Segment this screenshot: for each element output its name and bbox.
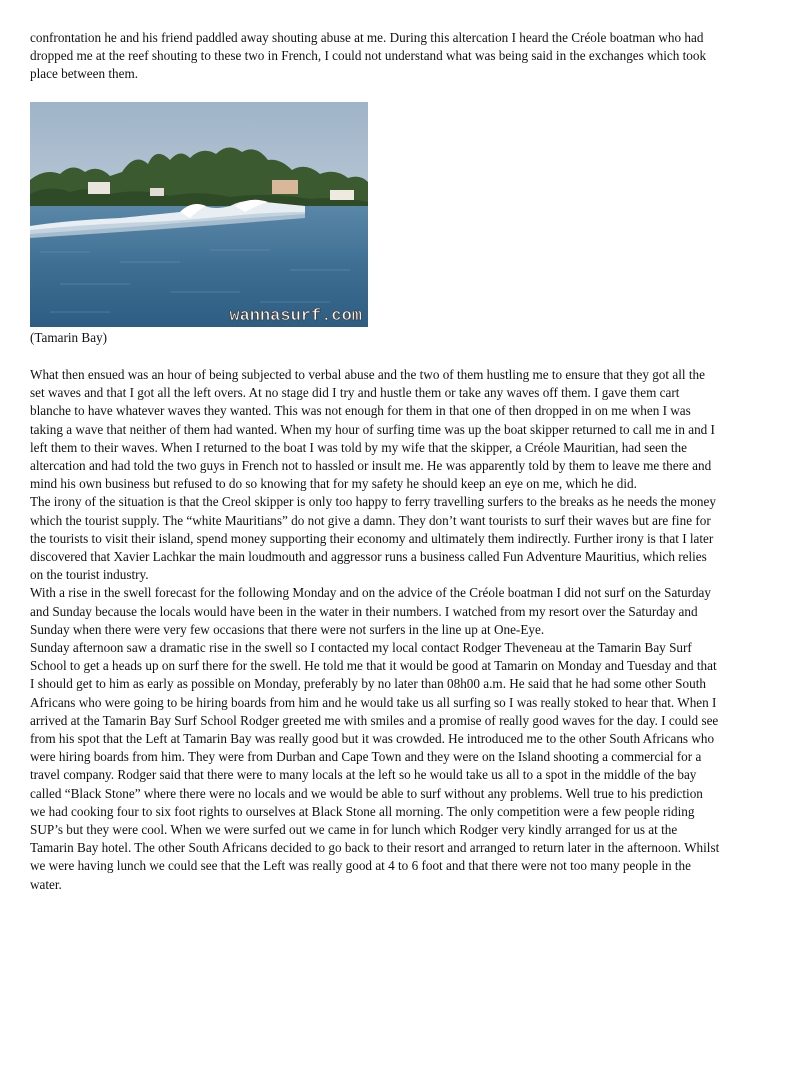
body-text bbox=[30, 366, 720, 894]
intro-text: confrontation he and his friend paddled away shouting abuse at me. During this altercation I heard the Créole boatman who had dropped me at the reef shouting to these two in French, I could not understand what was being said in the exchanges which took place between them. bbox=[30, 30, 707, 82]
paragraph: What then ensued was an hour of being subjected to verbal abuse and the two of them hustling me to ensure that they got all the set waves and that I got all the left overs. At no stage did I try and hustle them or take any waves off them. I gave them cart blanche to have whatever waves they wanted. This was not enough for them in that one of then dropped in on me when I was taking a wave that neither of them had wanted. When my hour of surfing time was up the boat skipper returned to call me in and I left them to their waves. When I returned to the boat I was told by my wife that the skipper, a Créole Mauritian, had seen the altercation and had told the two guys in French not to hassled or insult me. He was apparently told by them to leave me there and mind his own business but refused to do so knowing that for my safety he should keep an eye on me, which he did. bbox=[30, 367, 715, 492]
intro-paragraph bbox=[30, 29, 720, 84]
tamarin-bay-photo bbox=[30, 102, 368, 327]
photo-caption: (Tamarin Bay) bbox=[30, 330, 108, 345]
watermark-text: wannasurf.com bbox=[229, 307, 362, 326]
paragraph: The irony of the situation is that the Creol skipper is only too happy to ferry travelling surfers to the breaks as he needs the money which the tourist supply. The “white Mauritians” do not give a damn. They don’t want tourists to surf their waves but are fine for the tourists to visit their island, spend money supporting their economy and ultimately them indirectly. Further irony is that I later discovered that Xavier Lachkar the main loudmouth and aggressor runs a business called Fun Adventure Mauritius, which relies on the tourist industry. bbox=[30, 494, 716, 583]
paragraph: With a rise in the swell forecast for the following Monday and on the advice of the Créole boatman I did not surf on the Saturday and Sunday because the locals would have been in the water in their numbers. I watched from my resort over the Saturday and Sunday when there were very few occasions that there were not surfers in the line up at One-Eye. bbox=[30, 585, 712, 637]
paragraph: Sunday afternoon saw a dramatic rise in the swell so I contacted my local contact Rodger Theveneau at the Tamarin Bay Surf School to get a heads up on surf there for the swell. He told me that it would be good at Tamarin on Monday and Tuesday and that I should get to him as early as possible on Monday, preferably by no later than 08h00 a.m. He said that he had some other South Africans who were going to be hiring boards from him and he would take us all surfing so I was really stoked to hear that. When I arrived at the Tamarin Bay Surf School Rodger greeted me with smiles and a promise of really good waves for the day. I could see from his spot that the Left at Tamarin Bay was really good but it was crowded. He introduced me to the other South Africans who were hiring boards from him. They were from Durban and Cape Town and they were on the Island shooting a commercial for a travel company. Rodger said that there were to many locals at the left so he would take us all to a spot in the middle of the bay called “Black Stone” where there were no locals and we would be able to surf without any problems. Well true to his prediction we had cooking four to six foot rights to ourselves at Black Stone all morning. The only competition were a few people riding SUP’s but they were cool. When we were surfed out we came in for lunch which Rodger very kindly arranged for us at the Tamarin Bay hotel. The other South Africans decided to go back to their resort and arranged to return later in the afternoon. Whilst we were having lunch we could see that the Left was really good at 4 to 6 foot and that there were not too many people in the water. bbox=[30, 640, 720, 892]
